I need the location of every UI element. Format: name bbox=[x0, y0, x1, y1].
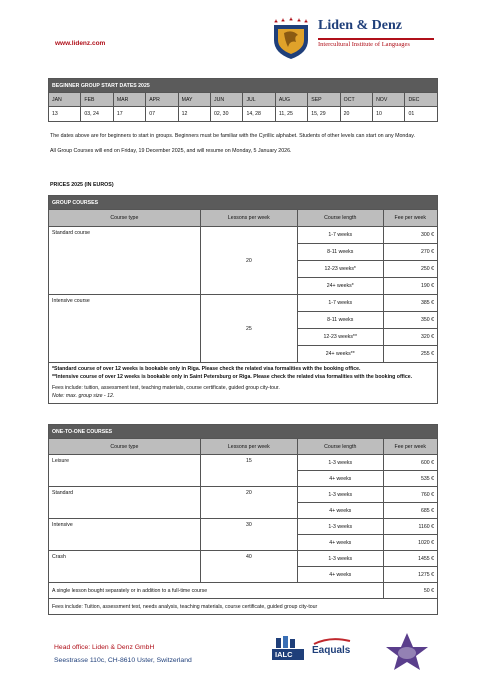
course-length: 24+ weeks** bbox=[297, 346, 383, 363]
month-cell: JUN bbox=[211, 93, 243, 107]
course-length: 1-3 weeks bbox=[297, 551, 383, 567]
month-cell: OCT bbox=[340, 93, 372, 107]
month-cell: APR bbox=[146, 93, 178, 107]
course-length: 4+ weeks bbox=[297, 503, 383, 519]
date-cell: 07 bbox=[146, 107, 178, 122]
course-length: 1-3 weeks bbox=[297, 455, 383, 471]
course-length: 4+ weeks bbox=[297, 471, 383, 487]
date-cell: 17 bbox=[113, 107, 145, 122]
table-row bbox=[49, 455, 438, 471]
brand-logo bbox=[270, 16, 440, 60]
course-name: Standard bbox=[49, 487, 201, 519]
one-to-one-title: ONE-TO-ONE COURSES bbox=[49, 425, 438, 439]
course-length: 8-11 weeks bbox=[297, 312, 383, 329]
column-header: Lessons per week bbox=[200, 439, 297, 455]
lessons-per-week: 40 bbox=[200, 551, 297, 583]
single-lesson-fee: 50 € bbox=[383, 583, 437, 599]
dates-row bbox=[49, 107, 438, 122]
fee: 320 € bbox=[383, 329, 437, 346]
brand-name: Liden & Denz bbox=[318, 18, 402, 33]
start-dates-table bbox=[48, 78, 438, 122]
table-row bbox=[49, 487, 438, 503]
footnote-standard: *Standard course of over 12 weeks is bookable only in Riga. Please check the related visa formalities with the booking office. bbox=[52, 366, 361, 372]
lessons-per-week: 25 bbox=[200, 295, 297, 363]
date-cell: 10 bbox=[373, 107, 405, 122]
table-row bbox=[49, 227, 438, 244]
lessons-per-week: 30 bbox=[200, 519, 297, 551]
table-row bbox=[49, 295, 438, 312]
month-cell: FEB bbox=[81, 93, 113, 107]
eaquals-label: Eaquals bbox=[312, 645, 351, 656]
fee: 350 € bbox=[383, 312, 437, 329]
course-length: 12-23 weeks** bbox=[297, 329, 383, 346]
accreditation-star-badge bbox=[378, 632, 436, 677]
course-name: Crash bbox=[49, 551, 201, 583]
column-header: Course length bbox=[297, 210, 383, 227]
course-name: Leisure bbox=[49, 455, 201, 487]
beginner-note: The dates above are for beginners to start in groups. Beginners must be familiar with the Cyrillic alphabet. Students of other levels can start on any Monday. bbox=[50, 133, 415, 139]
holiday-note: All Group Courses will end on Friday, 19 December 2025, and will resume on Monday, 5 January 2026. bbox=[50, 148, 292, 154]
fee: 255 € bbox=[383, 346, 437, 363]
month-cell: DEC bbox=[405, 93, 438, 107]
date-cell: 01 bbox=[405, 107, 438, 122]
date-cell: 03, 24 bbox=[81, 107, 113, 122]
lessons-per-week: 20 bbox=[200, 227, 297, 295]
column-header: Course type bbox=[49, 210, 201, 227]
prices-title: PRICES 2025 (IN EUROS) bbox=[50, 182, 114, 188]
single-lesson-label: A single lesson bought separately or in addition to a full-time course bbox=[49, 583, 384, 599]
ialc-label: IALC bbox=[275, 650, 293, 659]
date-cell: 20 bbox=[340, 107, 372, 122]
brand-subtitle: Intercultural Institute of Languages bbox=[318, 41, 410, 48]
date-cell: 14, 28 bbox=[243, 107, 275, 122]
date-cell: 02, 30 bbox=[211, 107, 243, 122]
fee: 600 € bbox=[383, 455, 437, 471]
course-length: 24+ weeks* bbox=[297, 278, 383, 295]
group-courses-table bbox=[48, 195, 438, 404]
single-lesson-row bbox=[49, 583, 438, 599]
month-cell: NOV bbox=[373, 93, 405, 107]
table-row bbox=[49, 519, 438, 535]
course-length: 8-11 weeks bbox=[297, 244, 383, 261]
office-address: Seestrasse 110c, CH-8610 Uster, Switzerland bbox=[54, 657, 192, 664]
lessons-per-week: 20 bbox=[200, 487, 297, 519]
fee: 685 € bbox=[383, 503, 437, 519]
month-cell: MAR bbox=[113, 93, 145, 107]
fee: 190 € bbox=[383, 278, 437, 295]
website-url[interactable]: www.lidenz.com bbox=[55, 40, 106, 47]
date-cell: 13 bbox=[49, 107, 81, 122]
column-header: Course length bbox=[297, 439, 383, 455]
footnote-intensive: **Intensive course of over 12 weeks is bookable only in Saint Petersburg or Riga. Please check the related visa formalities with the booking office. bbox=[52, 373, 413, 380]
column-header: Lessons per week bbox=[200, 210, 297, 227]
months-row bbox=[49, 93, 438, 107]
fee: 250 € bbox=[383, 261, 437, 278]
date-cell: 12 bbox=[178, 107, 210, 122]
course-length: 12-23 weeks* bbox=[297, 261, 383, 278]
one-to-one-fees-include: Fees include: Tuition, assessment test, needs analysis, teaching materials, course certificate, guided group city-tour bbox=[49, 599, 438, 615]
fee: 1160 € bbox=[383, 519, 437, 535]
column-header: Fee per week bbox=[383, 439, 437, 455]
fee: 270 € bbox=[383, 244, 437, 261]
brand-divider bbox=[318, 38, 434, 40]
month-cell: AUG bbox=[275, 93, 307, 107]
group-size-note: Note: max. group size - 12. bbox=[52, 392, 115, 399]
month-cell: JUL bbox=[243, 93, 275, 107]
course-length: 1-3 weeks bbox=[297, 487, 383, 503]
course-length: 1-3 weeks bbox=[297, 519, 383, 535]
fee: 535 € bbox=[383, 471, 437, 487]
one-to-one-table bbox=[48, 424, 438, 615]
eagle-shield-icon bbox=[270, 16, 312, 60]
month-cell: MAY bbox=[178, 93, 210, 107]
course-length: 4+ weeks bbox=[297, 567, 383, 583]
column-header: Course type bbox=[49, 439, 201, 455]
date-cell: 15, 29 bbox=[308, 107, 340, 122]
group-fees-include: Fees include: tuition, assessment test, teaching materials, course certificate, guided group city-tour. bbox=[52, 385, 280, 391]
course-length: 4+ weeks bbox=[297, 535, 383, 551]
fee: 300 € bbox=[383, 227, 437, 244]
fee: 1020 € bbox=[383, 535, 437, 551]
course-name: Standard course bbox=[49, 227, 201, 295]
course-name: Intensive bbox=[49, 519, 201, 551]
head-office: Head office: Liden & Denz GmbH bbox=[54, 644, 155, 651]
ialc-badge bbox=[272, 636, 304, 667]
course-length: 1-7 weeks bbox=[297, 295, 383, 312]
fee: 1275 € bbox=[383, 567, 437, 583]
one-to-one-fees-row bbox=[49, 599, 438, 615]
course-name: Intensive course bbox=[49, 295, 201, 363]
eaquals-badge bbox=[310, 636, 360, 662]
date-cell: 11, 25 bbox=[275, 107, 307, 122]
fee: 385 € bbox=[383, 295, 437, 312]
start-dates-title: BEGINNER GROUP START DATES 2025 bbox=[49, 79, 438, 93]
column-header: Fee per week bbox=[383, 210, 437, 227]
group-footnotes-row bbox=[49, 363, 438, 404]
course-length: 1-7 weeks bbox=[297, 227, 383, 244]
lessons-per-week: 15 bbox=[200, 455, 297, 487]
month-cell: SEP bbox=[308, 93, 340, 107]
fee: 1455 € bbox=[383, 551, 437, 567]
month-cell: JAN bbox=[49, 93, 81, 107]
table-row bbox=[49, 551, 438, 567]
fee: 760 € bbox=[383, 487, 437, 503]
star-seal-icon bbox=[378, 632, 436, 672]
group-courses-title: GROUP COURSES bbox=[49, 196, 438, 210]
